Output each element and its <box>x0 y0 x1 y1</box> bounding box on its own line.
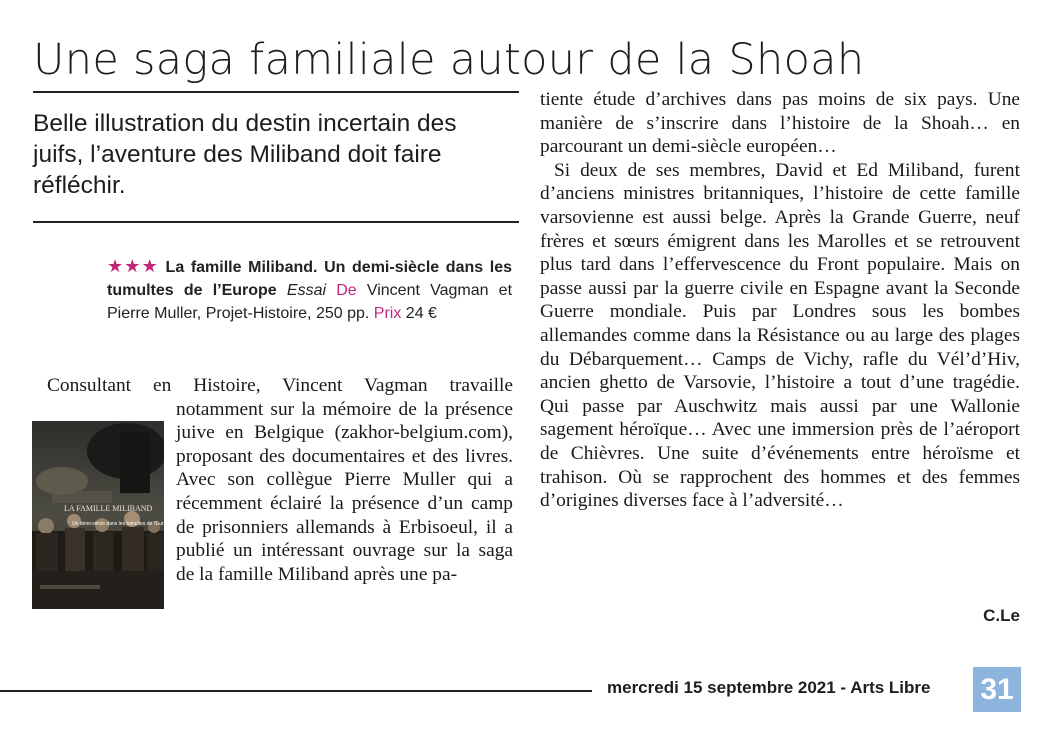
book-genre: Essai <box>286 282 327 299</box>
book-title: La famille Miliband. Un demi-siècle dans les tumultes de l’Europe <box>107 259 512 299</box>
book-reference <box>107 255 512 325</box>
cover-title-text: LA FAMILLE MILIBAND <box>64 504 153 513</box>
book-by-label: De <box>336 282 357 299</box>
footer-date: mercredi 15 septembre 2021 <box>607 678 836 697</box>
book-price-label: Prix <box>373 305 402 322</box>
article-column-right <box>540 88 1020 513</box>
lead-top-rule <box>33 91 519 93</box>
article-paragraph-left: Consultant en Histoire, Vincent Vagman travaille notamment sur la mémoire de la présence juive en Belgique (zakhor-belgium.com), proposant des documentaires et des livres. Avec son collègue Pierre Muller qui a récemment éclairé la présence d’un camp de prisonniers allemands à Erbisoeul, il a publié un intéressant ouvrage sur la saga de la famille Miliband après une pa- <box>47 375 513 585</box>
article-column-left <box>33 374 513 609</box>
book-price: 24 € <box>405 305 437 322</box>
footer-info <box>607 678 930 698</box>
page-number-badge: 31 <box>973 667 1021 712</box>
footer-section: Arts Libre <box>850 678 931 697</box>
lead-bottom-rule <box>33 221 519 223</box>
cover-subtitle-text: Un demi-siècle dans les tumultes de l’Europe <box>72 521 164 527</box>
article-paragraph-right-2: Si deux de ses membres, David et Ed Miliband, furent d’anciens ministres britanniques, l’histoire de cette famille varsovienne est aussi belge. Après la Grande Guerre, neuf frères et sœurs émigrent dans les Marolles et se retrouvent plus tard dans l’effervescence du Front populaire. Mais on passe aussi par la guerre civile en Espagne avant la Seconde Guerre mondiale. Puis par Londres sous les bombes allemandes comme dans la Résistance ou au large des plages du Débarquement… Camps de Vichy, rafle du Vél’d’Hiv, ancien ghetto de Varsovie, l’histoire a tout d’une tragédie. Qui passe par Auschwitz mais aussi par une Wallonie sagement héroïque… Avec une immersion près de l’aéroport de Chièvres. Une suite d’événements entre héroïsme et trahison. Où se rapprochent des hommes et des femmes d’origines diverses face à l’adversité… <box>540 159 1020 512</box>
book-details: Vincent Vagman et Pierre Muller, Projet-Histoire, 250 pp. <box>107 282 513 322</box>
article-author: C.Le <box>983 606 1020 625</box>
footer-rule <box>0 690 592 692</box>
article-headline: Une saga familiale autour de la Shoah <box>33 34 865 85</box>
article-paragraph-right-1: tiente étude d’archives dans pas moins de six pays. Une manière de s’inscrire dans l’histoire de la Shoah… en parcourant un demi-siècle européen… <box>540 89 1020 158</box>
footer-separator: - <box>835 678 851 697</box>
book-cover-image <box>32 421 164 609</box>
rating-stars: ★★★ <box>107 256 159 276</box>
article-lead: Belle illustration du destin incertain des juifs, l’aventure des Miliband doit faire réfléchir. <box>33 110 457 199</box>
